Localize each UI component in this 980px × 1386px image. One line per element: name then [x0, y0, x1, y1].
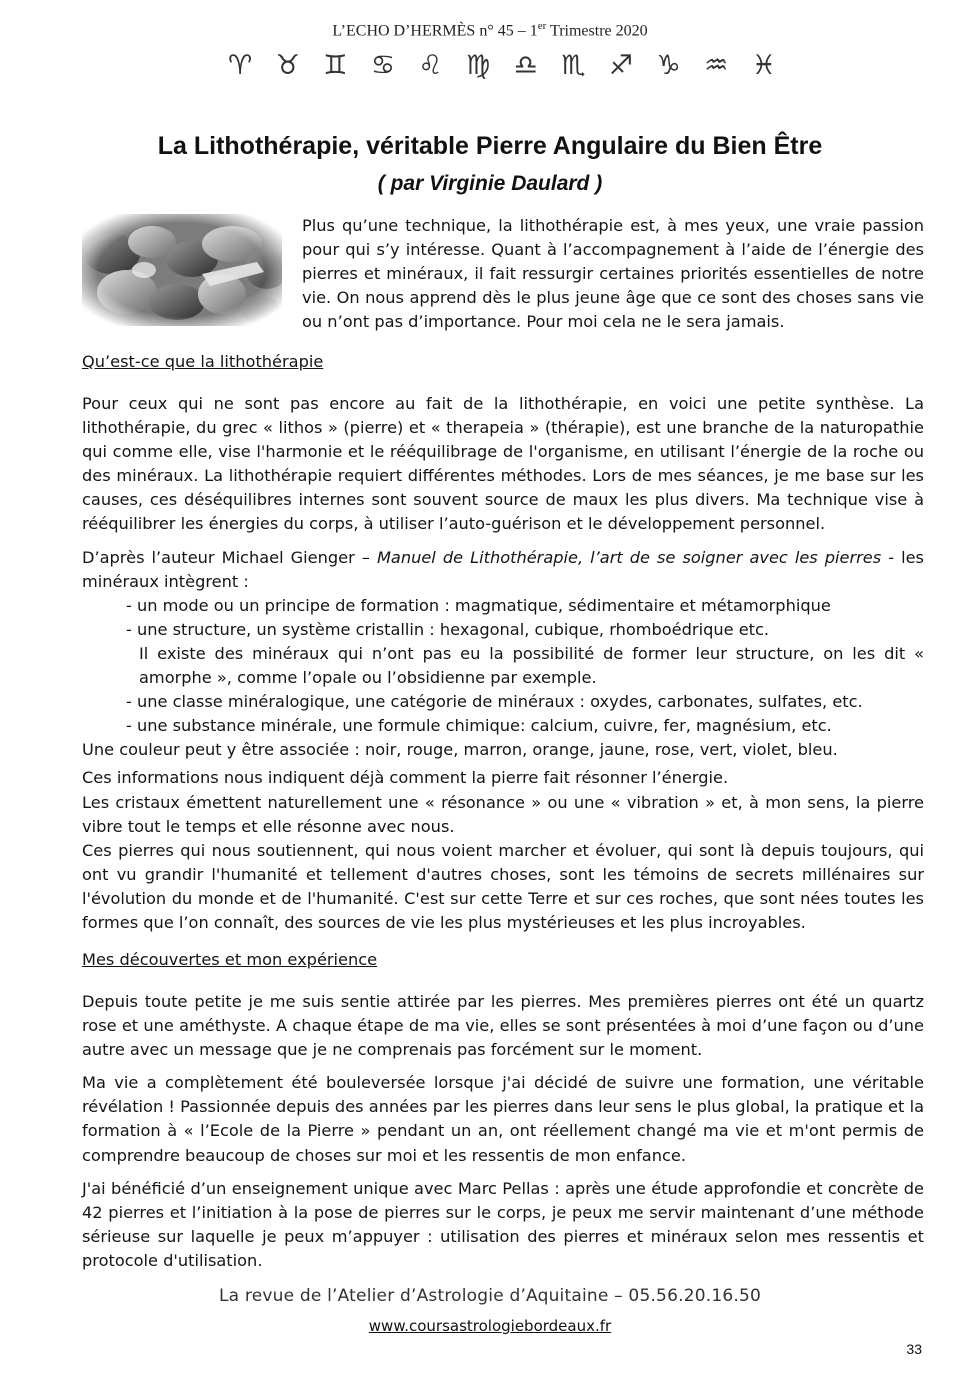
aries-icon: ♈︎	[228, 50, 253, 81]
gienger-intro: D’après l’auteur Michael Gienger –	[82, 547, 377, 567]
paragraph: Ma vie a complètement été bouleversée lorsque j'ai décidé de suivre une formation, une véritable révélation ! Passionnée depuis des années par les pierres dans leur sens le plus global, la pratique et la formation à « l’Ecole de la Pierre » pendant un an, ont réellement changé ma vie et m'ont permis de comprendre beaucoup de choses sur moi et les ressentis de mon enfance.	[82, 1073, 924, 1165]
section-heading-lithotherapie: Qu’est-ce que la lithothérapie	[82, 352, 324, 371]
intro-paragraph: Plus qu’une technique, la lithothérapie est, à mes yeux, une vraie passion pour qui s’y intéresse. Quant à l’accompagnement à l’aide de l’énergie des pierres et minéraux, il fait ressurgir certaines priorités essentielles de notre vie. On nous apprend dès le plus jeune âge que ce sont des choses sans vie ou n’ont pas d’importance. Pour moi cela ne le sera jamais.	[302, 216, 924, 332]
issue-prefix: L’ECHO D’HERMÈS n° 45 – 1	[332, 22, 538, 40]
paragraph: Les cristaux émettent naturellement une « résonance » ou une « vibration » et, à mon sens, la pierre vibre tout le temps et elle résonne avec nous.	[82, 792, 924, 836]
leo-icon: ♌︎	[418, 50, 443, 81]
zodiac-strip	[228, 50, 776, 81]
virgo-icon: ♍︎	[466, 50, 491, 81]
issue-superscript: er	[537, 20, 547, 32]
pisces-icon: ♓︎	[751, 50, 776, 81]
aquarius-icon: ♒︎	[704, 50, 729, 81]
paragraph-gienger	[82, 546, 924, 594]
stones-photo	[82, 214, 282, 326]
capricorn-icon: ♑︎	[656, 50, 681, 81]
list-item: - une substance minérale, une formule chimique: calcium, cuivre, fer, magnésium, etc.	[126, 716, 832, 736]
article-author: ( par Virginie Daulard )	[377, 172, 603, 195]
footer-publication: La revue de l’Atelier d’Astrologie d’Aquitaine – 05.56.20.16.50	[219, 1286, 761, 1306]
mineral-properties-list	[82, 594, 924, 739]
section-experience-body	[82, 990, 924, 1273]
scorpio-icon: ♏︎	[561, 50, 586, 81]
taurus-icon: ♉︎	[275, 50, 300, 81]
section-lithotherapie-body	[82, 392, 924, 935]
list-item: - une structure, un système cristallin : hexagonal, cubique, rhomboédrique etc.	[126, 619, 770, 639]
cancer-icon: ♋︎	[370, 50, 396, 81]
sagittarius-icon: ♐︎	[608, 50, 634, 81]
list-item: - un mode ou un principe de formation : magmatique, sédimentaire et métamorphique	[126, 595, 831, 615]
gemini-icon: ♊︎	[323, 50, 348, 81]
list-item-note: Il existe des minéraux qui n’ont pas eu la possibilité de former leur structure, on les dit « amorphe », comme l’opale ou l’obsidienne par exemple.	[139, 643, 924, 688]
paragraph: Une couleur peut y être associée : noir, rouge, marron, orange, jaune, rose, vert, violet, bleu.	[82, 740, 838, 760]
page-number: 33	[906, 1341, 922, 1357]
paragraph: J'ai bénéficié d’un enseignement unique avec Marc Pellas : après une étude approfondie et concrète de 42 pierres et l’initiation à la pose de pierres sur le corps, je peux me servir maintenant d’une méthode sérieuse sur laquelle je peux m’appuyer : utilisation des pierres et minéraux selon mes ressentis et protocole d'utilisation.	[82, 1178, 924, 1270]
paragraph: Pour ceux qui ne sont pas encore au fait de la lithothérapie, en voici une petite synthèse. La lithothérapie, du grec « lithos » (pierre) et « therapeia » (thérapie), est une branche de la naturopathie qui comme elle, vise l'harmonie et le rééquilibrage de l'organisme, en utilisant l’énergie de la roche ou des minéraux. La lithothérapie requiert différentes méthodes. Lors de mes séances, je me base sur les causes, ces déséquilibres internes sont souvent source de maux les plus divers. Ma technique vise à rééquilibrer les énergies du corps, à utiliser l’auto-guérison et le développement personnel.	[82, 394, 924, 534]
paragraph: Ces informations nous indiquent déjà comment la pierre fait résonner l’énergie.	[82, 768, 729, 788]
paragraph: Depuis toute petite je me suis sentie attirée par les pierres. Mes premières pierres ont été un quartz rose et une améthyste. A chaque étape de ma vie, elles se sont présentées à moi d’une façon ou d’une autre avec un message que je ne comprenais pas forcément sur le moment.	[82, 992, 924, 1060]
footer-website-link[interactable]: www.coursastrologiebordeaux.fr	[368, 1317, 612, 1335]
list-item: - une classe minéralogique, une catégorie de minéraux : oxydes, carbonates, sulfates, etc.	[126, 692, 863, 712]
book-title: Manuel de Lithothérapie, l’art de se soigner avec les pierres	[376, 547, 882, 567]
issue-header	[0, 20, 980, 40]
section-heading-experience: Mes découvertes et mon expérience	[82, 950, 378, 969]
paragraph: Ces pierres qui nous soutiennent, qui nous voient marcher et évoluer, qui sont là depuis toujours, qui ont vu grandir l'humanité et tellement d'autres choses, sont les témoins de secrets millénaires sur l'évolution du monde et de l'humanité. C'est sur cette Terre et sur ces roches, que sont nées toutes les formes que l’on connaît, des sources de vie les plus mystérieuses et les plus incroyables.	[82, 840, 924, 932]
gienger-outro: - les minéraux intègrent :	[82, 547, 924, 591]
libra-icon: ♎︎	[513, 50, 538, 81]
issue-suffix: Trimestre 2020	[546, 22, 648, 40]
article-title: La Lithothérapie, véritable Pierre Angulaire du Bien Être	[157, 132, 823, 160]
